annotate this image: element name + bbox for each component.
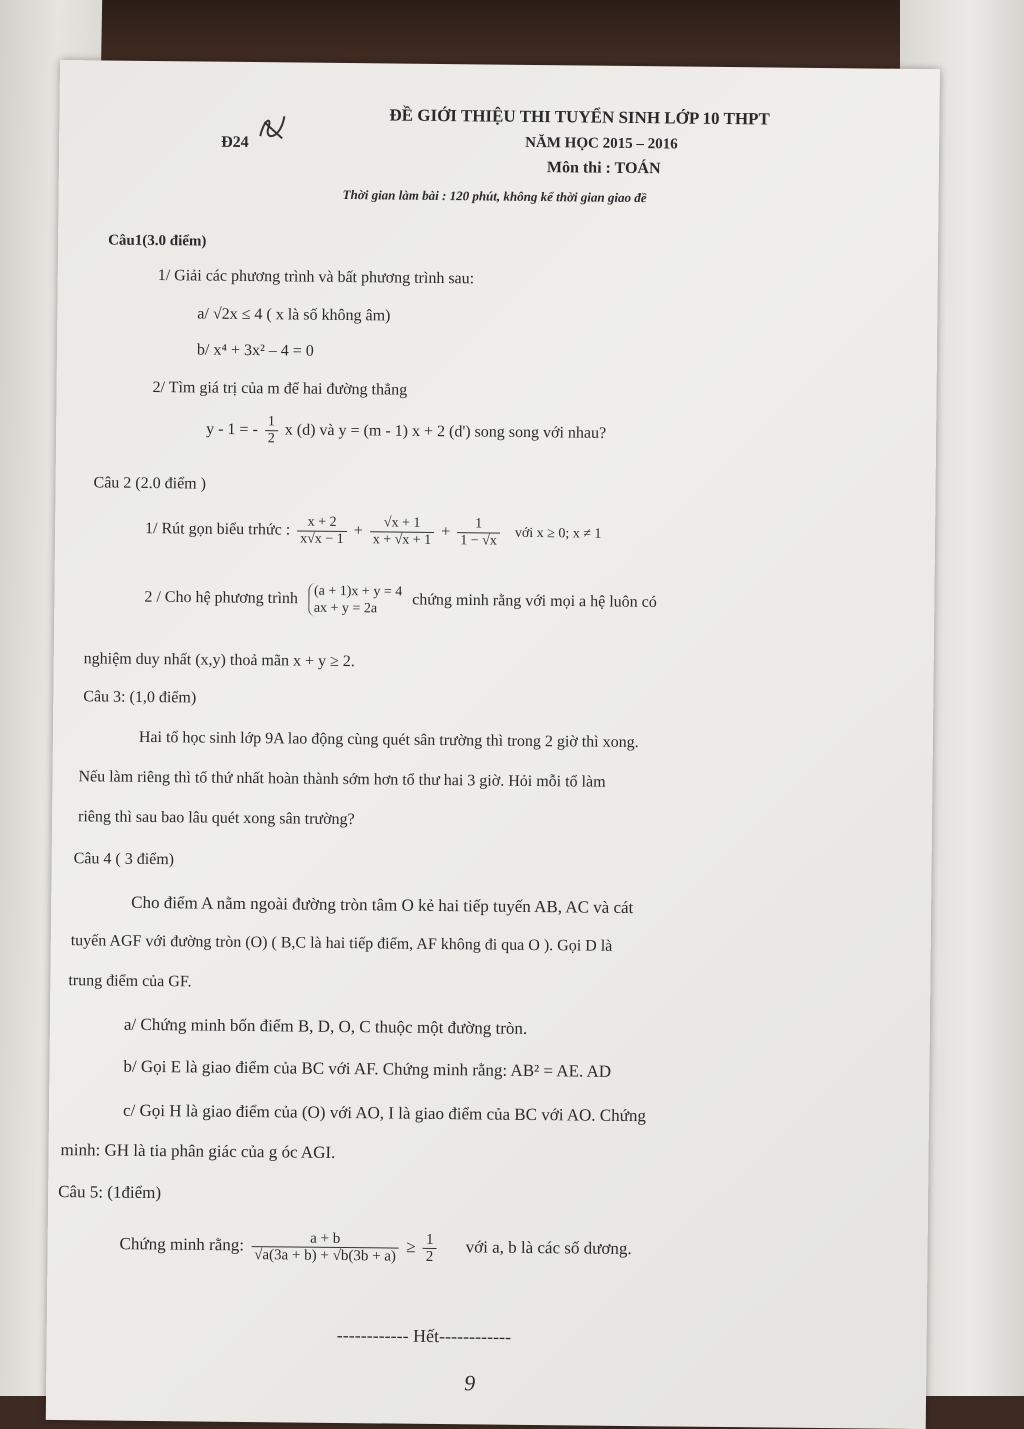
q2-p2-label: 2 / Cho hệ phương trình bbox=[144, 588, 299, 608]
q2-f3-num: 1 bbox=[457, 516, 500, 533]
q2-frac3 bbox=[457, 516, 500, 549]
q3-line1: Hai tổ học sinh lớp 9A lao động cùng quét sân trường thì trong 2 giờ thì xong. bbox=[138, 728, 639, 752]
q2-heading: Câu 2 (2.0 điểm ) bbox=[93, 474, 207, 493]
q1-lines-right: x (d) và y = (m - 1) x + 2 (d') song song với nhau? bbox=[284, 421, 607, 442]
q2-part1 bbox=[145, 513, 602, 551]
q1-frac-den: 2 bbox=[267, 431, 275, 447]
q2-condition: với x ≥ 0; x ≠ 1 bbox=[514, 525, 602, 542]
page-number: 9 bbox=[464, 1370, 476, 1396]
q1-b: b/ x⁴ + 3x² – 4 = 0 bbox=[196, 341, 314, 360]
q4-a: a/ Chứng minh bốn điểm B, D, O, C thuộc một đường tròn. bbox=[123, 1014, 528, 1038]
q5-ge: ≥ bbox=[406, 1237, 416, 1257]
q1-a: a/ √2x ≤ 4 ( x là số không âm) bbox=[197, 305, 391, 325]
q4-line2: tuyến AGF với đường tròn (O) ( B,C là hai tiếp điểm, AF không đi qua O ). Gọi D là bbox=[70, 932, 613, 955]
q2-system bbox=[308, 583, 403, 618]
q5-rhs-num: 1 bbox=[423, 1232, 437, 1249]
q2-plus1: + bbox=[353, 522, 363, 540]
exam-title: ĐỀ GIỚI THIỆU THI TUYỂN SINH LỚP 10 THPT bbox=[389, 105, 770, 129]
q1-heading: Câu1(3.0 điểm) bbox=[108, 232, 207, 250]
q2-f1-den: x√x − 1 bbox=[300, 531, 344, 547]
q1-part2: 2/ Tìm giá trị của m để hai đường thẳng bbox=[152, 378, 408, 399]
q2-plus2: + bbox=[441, 523, 451, 541]
q4-heading: Câu 4 ( 3 điểm) bbox=[73, 850, 175, 869]
q1-fraction bbox=[265, 414, 278, 447]
q3-line2: Nếu làm riêng thì tổ thứ nhất hoàn thành sớm hơn tổ thư hai 3 giờ. Hỏi mỗi tổ làm bbox=[78, 768, 606, 791]
exam-page bbox=[46, 60, 940, 1429]
q4-c2: minh: GH là tia phân giác của g óc AGI. bbox=[60, 1140, 336, 1162]
q2-p1-label: 1/ Rút gọn biểu trhức : bbox=[145, 520, 291, 539]
q1-frac-num: 1 bbox=[265, 414, 278, 431]
q4-line3: trung điểm của GF. bbox=[68, 972, 192, 991]
q5-den: √a(3a + b) + √b(3b + a) bbox=[254, 1247, 397, 1265]
q5-rhs-den: 2 bbox=[425, 1248, 434, 1265]
q2-p2-tail: chứng minh rằng với mọi a hệ luôn có bbox=[412, 591, 657, 611]
q5-lhs-fraction bbox=[251, 1230, 399, 1265]
school-year: NĂM HỌC 2015 – 2016 bbox=[525, 134, 678, 153]
q1-lines bbox=[206, 414, 606, 451]
q5-rhs-fraction bbox=[423, 1232, 437, 1265]
q2-f2-den: x + √x + 1 bbox=[372, 532, 432, 548]
q4-b: b/ Gọi E là giao điểm của BC với AF. Chứng minh rằng: AB² = AE. AD bbox=[123, 1056, 612, 1081]
q3-heading: Câu 3: (1,0 điểm) bbox=[83, 688, 197, 707]
q4-c1: c/ Gọi H là giao điểm của (O) với AO, I là giao điểm của BC với AO. Chứng bbox=[122, 1100, 647, 1126]
time-note: Thời gian làm bài : 120 phút, không kể thời gian giao đề bbox=[342, 186, 647, 206]
q2-sys-eq2: ax + y = 2a bbox=[313, 600, 378, 617]
subject: Môn thi : TOÁN bbox=[546, 159, 661, 178]
q5-heading: Câu 5: (1điểm) bbox=[58, 1182, 162, 1203]
q1-lines-left: y - 1 = - bbox=[206, 420, 258, 439]
signature-mark bbox=[254, 110, 290, 146]
q3-line3: riêng thì sau bao lâu quét xong sân trường? bbox=[77, 808, 355, 829]
q2-sys-eq1: (a + 1)x + y = 4 bbox=[313, 583, 403, 600]
q2-p2-line2: nghiệm duy nhất (x,y) thoả mãn x + y ≥ 2. bbox=[83, 650, 355, 671]
q2-f2-num: √x + 1 bbox=[370, 515, 435, 533]
q5-tail: với a, b là các số dương. bbox=[465, 1237, 632, 1259]
q2-frac2 bbox=[370, 515, 435, 549]
q2-f1-num: x + 2 bbox=[297, 515, 347, 533]
end-marker: ------------ Hết------------ bbox=[336, 1324, 512, 1347]
q2-f3-den: 1 − √x bbox=[460, 533, 497, 549]
q1-part1: 1/ Giải các phương trình và bất phương trình sau: bbox=[157, 267, 475, 288]
q2-frac1 bbox=[297, 515, 347, 549]
q2-part2 bbox=[144, 581, 657, 620]
q5-lead: Chứng minh rằng: bbox=[119, 1234, 245, 1255]
q5-num: a + b bbox=[251, 1230, 399, 1249]
exam-code: Đ24 bbox=[221, 133, 249, 151]
q4-line1: Cho điểm A nằm ngoài đường tròn tâm O kẻ hai tiếp tuyến AB, AC và cát bbox=[131, 892, 634, 918]
q5-statement bbox=[119, 1229, 631, 1267]
